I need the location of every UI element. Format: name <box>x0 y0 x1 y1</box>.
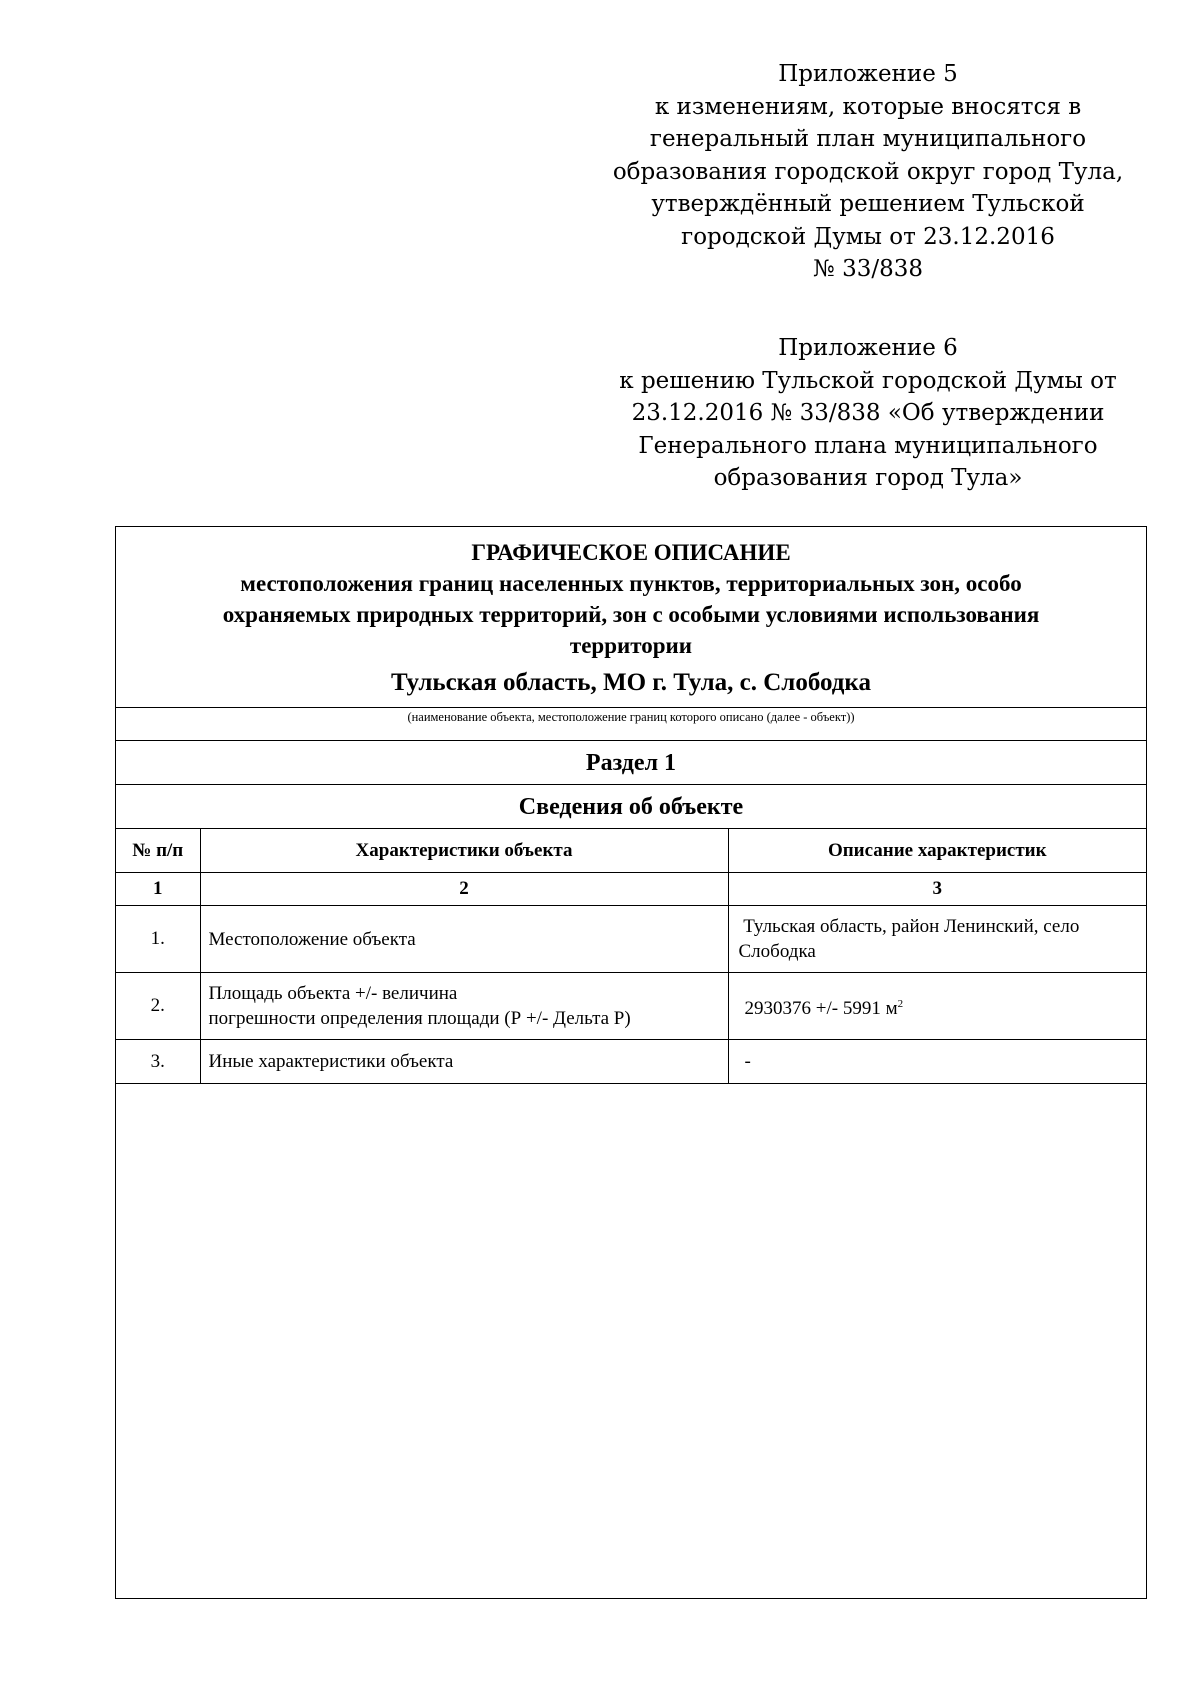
appendix-5-line: генеральный план муниципального <box>649 126 1087 152</box>
description-line: Тульская область, район Ленинский, село <box>738 916 1080 937</box>
description-line: Слободка <box>738 941 816 962</box>
row-number: 2. <box>116 973 200 1040</box>
row-number: 1. <box>116 906 200 973</box>
table-row <box>116 1040 1146 1084</box>
row-characteristic <box>200 973 728 1040</box>
appendix-6-line: Генерального плана муниципального <box>638 432 1098 459</box>
document-header <box>116 527 1146 708</box>
row-characteristic <box>200 906 728 973</box>
title-line: ГРАФИЧЕСКОЕ ОПИСАНИЕ <box>471 540 791 565</box>
table-row <box>116 906 1146 973</box>
appendix-6-block <box>588 332 1148 495</box>
description-line: - <box>744 1051 751 1072</box>
appendix-5-line: к изменениям, которые вносятся в <box>654 93 1082 120</box>
column-number: 3 <box>728 873 1146 906</box>
row-characteristic <box>200 1040 728 1084</box>
characteristic-line: Иные характеристики объекта <box>208 1051 454 1072</box>
title-line: местоположения границ населенных пунктов, территориальных зон, особо <box>240 571 1022 596</box>
area-value: 2930376 +/- 5991 м <box>744 997 898 1019</box>
column-number-row <box>116 873 1146 906</box>
section-label: Раздел 1 <box>116 741 1146 785</box>
column-number: 1 <box>116 873 200 906</box>
object-info-table <box>116 829 1146 1084</box>
appendix-5-line: городской Думы от 23.12.2016 <box>681 223 1055 250</box>
appendix-5-line: образования городской округ город Тула, <box>612 158 1124 185</box>
row-description <box>728 906 1146 973</box>
appendix-6-line: к решению Тульской городской Думы от <box>619 367 1117 394</box>
header-description: Описание характеристик <box>728 829 1146 873</box>
characteristic-line: погрешности определения площади (Р +/- Дельта Р) <box>208 1008 631 1029</box>
appendix-5-block <box>588 58 1148 286</box>
graphic-description-frame <box>115 526 1147 1599</box>
document-title <box>116 527 1146 661</box>
row-description <box>728 1040 1146 1084</box>
appendix-5-line: утверждённый решением Тульской <box>651 191 1085 217</box>
object-caption: (наименование объекта, местоположение границ которого описано (далее - объект)) <box>116 708 1146 741</box>
characteristic-line: Местоположение объекта <box>208 928 416 950</box>
title-line: охраняемых природных территорий, зон с особыми условиями использования <box>222 602 1040 627</box>
area-unit-exponent: 2 <box>897 997 904 1010</box>
header-characteristic: Характеристики объекта <box>200 829 728 873</box>
row-number: 3. <box>116 1040 200 1084</box>
column-number: 2 <box>200 873 728 906</box>
table-row <box>116 973 1146 1040</box>
appendix-6-line: образования город Тула» <box>713 465 1023 491</box>
appendix-6-line: 23.12.2016 № 33/838 «Об утверждении <box>631 400 1105 426</box>
appendix-6-line: Приложение 6 <box>778 335 958 361</box>
title-line: территории <box>569 633 693 658</box>
row-description <box>728 973 1146 1040</box>
appendix-5-line: Приложение 5 <box>778 61 958 87</box>
object-name: Тульская область, МО г. Тула, с. Слободка <box>391 669 871 696</box>
characteristic-line: Площадь объекта +/- величина <box>208 983 458 1004</box>
appendix-5-line: № 33/838 <box>813 256 923 282</box>
table-header-row <box>116 829 1146 873</box>
header-number: № п/п <box>116 829 200 873</box>
section-title: Сведения об объекте <box>116 785 1146 829</box>
